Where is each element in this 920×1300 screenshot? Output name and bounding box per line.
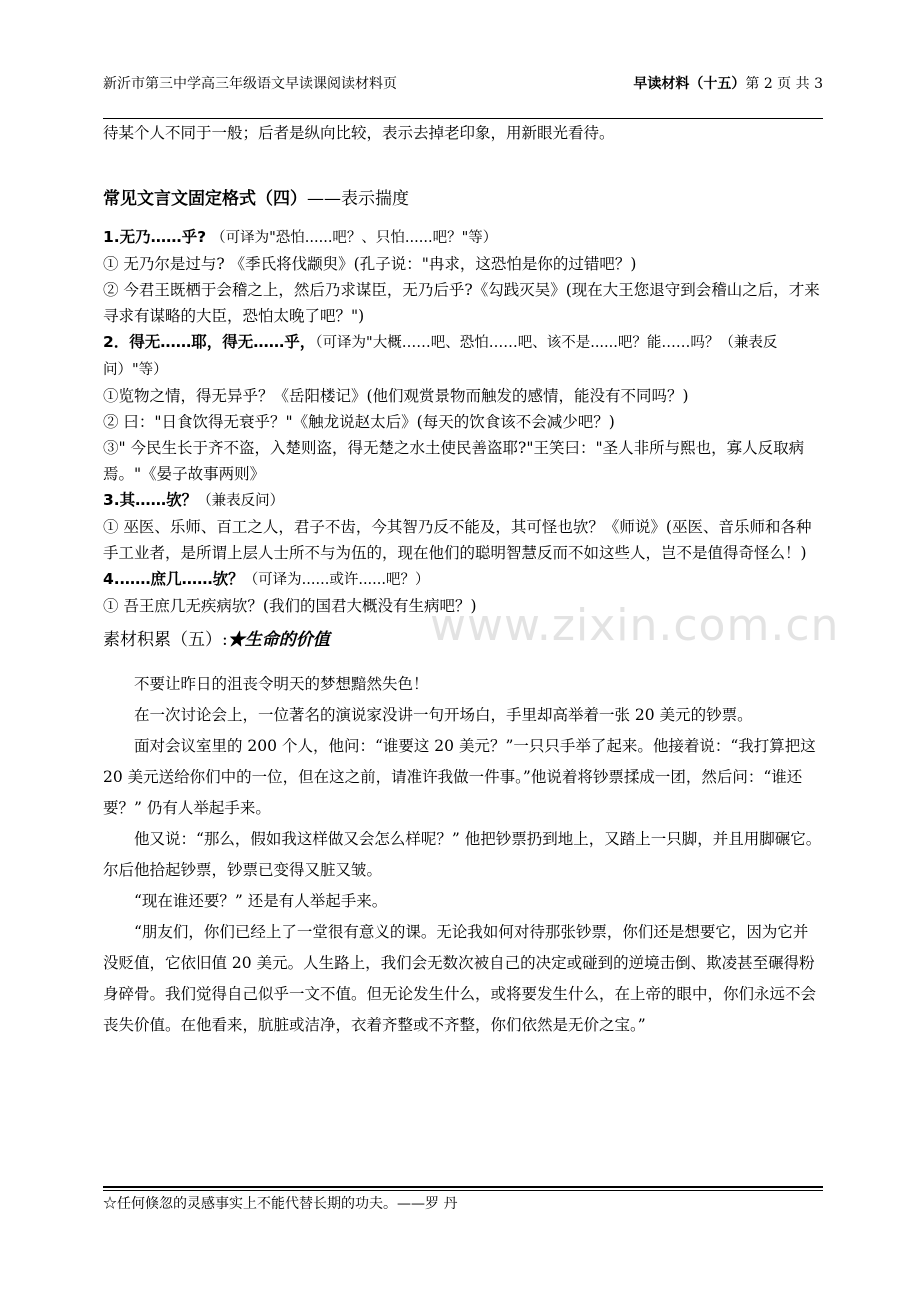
main-content bbox=[103, 120, 823, 1041]
section-subtitle: ——表示揣度 bbox=[307, 189, 409, 209]
section-title-text: 常见文言文固定格式（四） bbox=[103, 189, 307, 209]
item-heading bbox=[103, 487, 823, 514]
example-line: ① 无乃尔是过与? 《季氏将伐颛臾》(孔子说："冉求，这恐怕是你的过错吧？) bbox=[103, 255, 637, 273]
footer-quote: ☆任何倏忽的灵感事实上不能代替长期的功夫。——罗 丹 bbox=[103, 1196, 458, 1212]
header-divider bbox=[103, 118, 823, 119]
material-label: 素材积累（五）: bbox=[103, 630, 228, 650]
footer-divider-thin bbox=[103, 1190, 823, 1191]
item-note: （可译为......或许......吧？） bbox=[243, 572, 430, 588]
header-page-number: 第 2 页 共 3 bbox=[745, 76, 823, 92]
item-heading bbox=[103, 224, 823, 251]
item-block-1 bbox=[103, 224, 823, 329]
item-pattern: 2．得无……耶，得无……乎， bbox=[103, 333, 316, 351]
item-note: （兼表反问） bbox=[197, 493, 285, 509]
example-line: ③" 今民生长于齐不盗，入楚则盗，得无楚之水土使民善盗耶?"王笑曰："圣人非所与熙也，寡人反取病焉。"《晏子故事两则》 bbox=[103, 439, 805, 483]
story-paragraph: 在一次讨论会上，一位著名的演说家没讲一句开场白，手里却高举着一张 20 美元的钞票。 bbox=[134, 706, 753, 724]
watermark: www.zixin.com.cn bbox=[430, 600, 840, 651]
header-material-label: 早读材料（十五） bbox=[633, 76, 746, 92]
example-line: ② 曰："日食饮得无衰乎？"《触龙说赵太后》(每天的饮食该不会减少吧？) bbox=[103, 413, 615, 431]
item-pattern: 1.无乃……乎? bbox=[103, 228, 207, 246]
story-paragraph: 不要让昨日的沮丧令明天的梦想黯然失色！ bbox=[134, 675, 429, 693]
header-title: 新沂市第三中学高三年级语文早读课阅读材料页 bbox=[103, 76, 397, 92]
item-note: （可译为"大概……吧、恐怕……吧、该不是......吧？能……吗？（兼表反问）"等） bbox=[103, 335, 778, 378]
example-line: ①览物之情，得无异乎？《岳阳楼记》(他们观赏景物而触发的感情，能没有不同吗？) bbox=[103, 387, 689, 405]
material-heading bbox=[103, 625, 823, 655]
story-paragraph: 面对会议室里的 200 个人，他问：“谁要这 20 美元？”一只只手举了起来。他接着说：“我打算把这 20 美元送给你们中的一位，但在这之前，请准许我做一件事。”他说着将钞票揉成一团，然后问：“谁还要？” 仍有人举起手来。 bbox=[103, 737, 816, 817]
item-block-3 bbox=[103, 487, 823, 566]
item-block-2 bbox=[103, 329, 823, 487]
section-title bbox=[103, 186, 823, 212]
item-note: （可译为"恐怕......吧？、只怕......吧？"等） bbox=[211, 230, 498, 246]
intro-line: 待某个人不同于一般；后者是纵向比较，表示去掉老印象，用新眼光看待。 bbox=[103, 124, 615, 142]
material-title: ★生命的价值 bbox=[227, 630, 330, 650]
story-paragraph: “现在谁还要？” 还是有人举起手来。 bbox=[134, 892, 388, 910]
item-pattern: 3.其……欤？ bbox=[103, 491, 198, 509]
example-line: ① 吾王庶几无疾病欤？(我们的国君大概没有生病吧？) bbox=[103, 597, 477, 615]
header-page-info bbox=[633, 74, 823, 94]
item-heading bbox=[103, 329, 823, 383]
item-heading bbox=[103, 566, 823, 593]
example-line: ① 巫医、乐师、百工之人，君子不齿，今其智乃反不能及，其可怪也欤？《师说》(巫医、音乐师和各种手工业者，是所谓上层人士所不与为伍的，现在他们的聪明智慧反而不如这些人，岂不是值得奇怪么！) bbox=[103, 518, 812, 562]
example-line: ② 今君王既栖于会稽之上，然后乃求谋臣，无乃后乎?《勾践灭吴》(现在大王您退守到会稽山之后，才来寻求有谋略的大臣，恐怕太晚了吧？") bbox=[103, 281, 820, 325]
footer-divider-thick bbox=[103, 1186, 823, 1188]
story-paragraph: 他又说：“那么，假如我这样做又会怎么样呢？” 他把钞票扔到地上，又踏上一只脚，并且用脚碾它。尔后他拾起钞票，钞票已变得又脏又皱。 bbox=[103, 830, 822, 879]
item-pattern: 4.……庶几……欤？ bbox=[103, 570, 244, 588]
story-paragraph: “朋友们，你们已经上了一堂很有意义的课。无论我如何对待那张钞票，你们还是想要它，因为它并没贬值，它依旧值 20 美元。人生路上，我们会无数次被自己的决定或碰到的逆境击倒、欺凌甚至碾得粉身碎骨。我们觉得自己似乎一文不值。但无论发生什么，或将要发生什么，在上帝的眼中，你们永远不会丧失价值。在他看来，肮脏或洁净，衣着齐整或不齐整，你们依然是无价之宝。” bbox=[103, 923, 817, 1034]
item-block-4 bbox=[103, 566, 823, 619]
